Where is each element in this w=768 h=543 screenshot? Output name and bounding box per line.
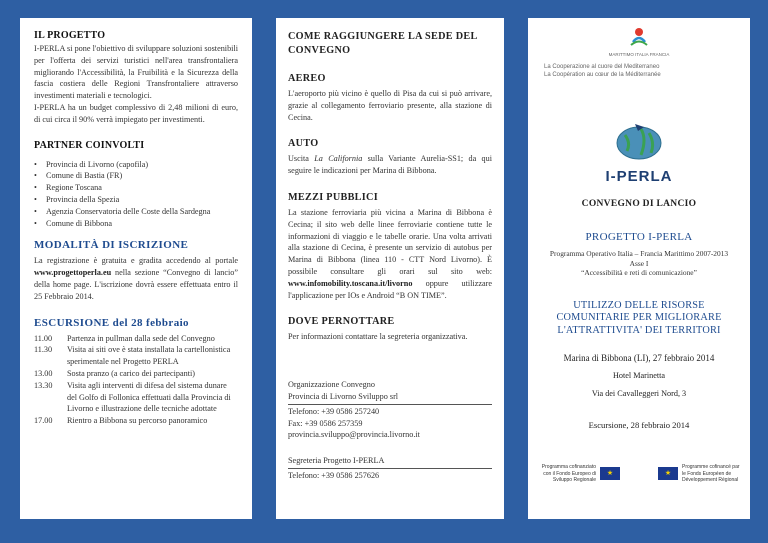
event-hotel: Hotel Marinetta: [612, 371, 666, 380]
middle-panel: [276, 18, 504, 519]
eu-flag-icon: ★: [658, 467, 678, 480]
aereo-heading: AEREO: [288, 73, 326, 84]
excursion-date: Escursione, 28 febbraio 2014: [588, 420, 690, 430]
partner-heading: PARTNER COINVOLTI: [34, 139, 145, 151]
schedule-row: 13.00 Sosta pranzo (a carico dei partecipanti): [34, 368, 195, 378]
dove-text: Per informazioni contattare la segreteria organizzativa.: [288, 332, 468, 342]
eu-funding-it: Programma cofinanziato con il Fondo Europeo di Sviluppo Regionale ★: [536, 464, 624, 484]
divider: [288, 404, 492, 405]
mezzi-text: La stazione ferroviaria più vicina a Marina di Bibbona è Cecina; il sito web delle linee ferroviarie contiene tutte le informazioni di viaggio e le tabelle orarie. Una volta arrivati alla stazione di Cecina, è presente un servizio di autobus per Marina di Bibbona (linea 110 - CTT Nord Livorno). È possibile consultare gli orari sul sito web: www.infomobility.toscana.it/livorno oppure utilizzare l'applicazione per IOs e Android “B ON TIME”.: [288, 207, 492, 300]
org-fax: Fax: +39 0586 257359: [288, 418, 363, 428]
portal-link[interactable]: www.progettoperla.eu: [34, 268, 112, 278]
secretariat-phone: Telefono: +39 0586 257626: [288, 471, 380, 481]
right-panel: [528, 18, 750, 519]
progetto-text: I-PERLA si pone l'obiettivo di sviluppare soluzioni sostenibili per l'offerta dei servizi turistici nell'area transfrontaliera migliorando l'Accessibilità, la Fruibilità e la Sicurezza della fascia costiera delle Regioni Transfrontaliere attraverso investimenti materiali e tecnologici.: [34, 44, 238, 101]
org-name: Provincia di Livorno Sviluppo srl: [288, 391, 399, 401]
list-item: • Provincia di Livorno (capofila): [34, 159, 149, 169]
escursione-heading: ESCURSIONE del 28 febbraio: [34, 316, 189, 329]
progetto-heading: IL PROGETTO: [34, 30, 106, 41]
mezzi-heading: MEZZI PUBBLICI: [288, 191, 378, 203]
iperla-logo-text: I-PERLA: [605, 168, 673, 185]
marittimo-logo: [536, 26, 742, 59]
secretariat-title: Segreteria Progetto I-PERLA: [288, 455, 385, 465]
iscrizione-heading: MODALITÀ DI ISCRIZIONE: [34, 239, 189, 252]
come-heading: COME RAGGIUNGERE LA SEDE DEL CONVEGNO: [288, 31, 477, 56]
auto-heading: AUTO: [288, 138, 319, 150]
left-panel: [20, 18, 252, 519]
schedule: [34, 333, 238, 427]
iperla-emblem: [536, 121, 742, 166]
top-border: [0, 0, 768, 18]
eu-funding-footer: [536, 464, 742, 484]
progetto-title: PROGETTO I-PERLA: [585, 231, 693, 243]
org-email[interactable]: provincia.sviluppo@provincia.livorno.it: [288, 430, 420, 440]
schedule-row: 11.00 Partenza in pullman dalla sede del Convegno: [34, 333, 215, 343]
convegno-label: CONVEGNO DI LANCIO: [581, 199, 697, 209]
iscrizione-text: La registrazione è gratuita e gradita accedendo al portale www.progettoperla.eu nella sezione “Convegno di lancio” della home page. L'iscrizione dovrà essere effettuata entro il 25 Febbraio 2014.: [34, 256, 238, 301]
schedule-row: 11.30 Visita ai siti ove è stata installata la cartellonistica sperimentale nel Progetto PERLA: [34, 345, 231, 367]
globe-icon: [611, 121, 667, 161]
divider: [288, 468, 492, 469]
eu-funding-fr: ★ Programme cofinancé par le Fonds Européen de Développement Régional: [654, 464, 742, 484]
marittimo-logo-icon: [627, 26, 651, 46]
partner-list: [34, 159, 238, 230]
contacts-block: [288, 379, 492, 482]
list-item: • Comune di Bastia (FR): [34, 171, 123, 181]
org-phone: Telefono: +39 0586 257240: [288, 407, 380, 417]
logo-subtitle-fr: La Coopération au cœur de la Méditerranée: [544, 72, 661, 78]
progetto-budget-text: I-PERLA ha un budget complessivo di 2,48 milioni di euro, di cui circa il 90% verrà impiegato per investimenti.: [34, 102, 238, 124]
list-item: • Agenzia Conservatoria delle Coste della Sardegna: [34, 206, 211, 216]
schedule-row: 17.00 Rientro a Bibbona su percorso panoramico: [34, 416, 208, 426]
list-item: • Comune di Bibbona: [34, 218, 112, 228]
list-item: • Provincia della Spezia: [34, 194, 120, 204]
list-item: • Regione Toscana: [34, 183, 102, 193]
programma-info: Programma Operativo Italia – Francia Marittimo 2007-2013 Asse I “Accessibilità e reti di comunicazione”: [549, 249, 729, 277]
auto-text: Uscita La California sulla Variante Aurelia-SS1; da qui seguire le indicazioni per Marina di Bibbona.: [288, 154, 493, 176]
schedule-row: 13.30 Visita agli interventi di difesa del sistema dunare del Golfo di Follonica effettuati dalla Provincia di Livorno e illustrazione delle tecniche adottate: [34, 380, 231, 414]
event-place-date: Marina di Bibbona (LI), 27 febbraio 2014: [563, 353, 715, 363]
dove-heading: DOVE PERNOTTARE: [288, 316, 395, 328]
infomobility-link[interactable]: www.infomobility.toscana.it/livorno: [288, 278, 413, 288]
marittimo-brand: MARITTIMO ITALIA FRANCIA: [608, 52, 670, 57]
logo-subtitle-it: La Cooperazione al cuore del Mediterraneo: [544, 64, 660, 70]
bottom-border: [0, 519, 768, 543]
eu-flag-icon: ★: [600, 467, 620, 480]
event-title: UTILIZZO DELLE RISORSE COMUNITARIE PER MIGLIORARE L'ATTRATTIVITA' DEI TERRITORI: [556, 299, 722, 336]
org-title: Organizzazione Convegno: [288, 380, 375, 390]
aereo-text: L'aeroporto più vicino è quello di Pisa da cui si può arrivare, grazie al collegamento ferroviario presente, alla stazione di Cecina.: [288, 89, 492, 122]
event-address: Via dei Cavalleggeri Nord, 3: [591, 389, 687, 398]
